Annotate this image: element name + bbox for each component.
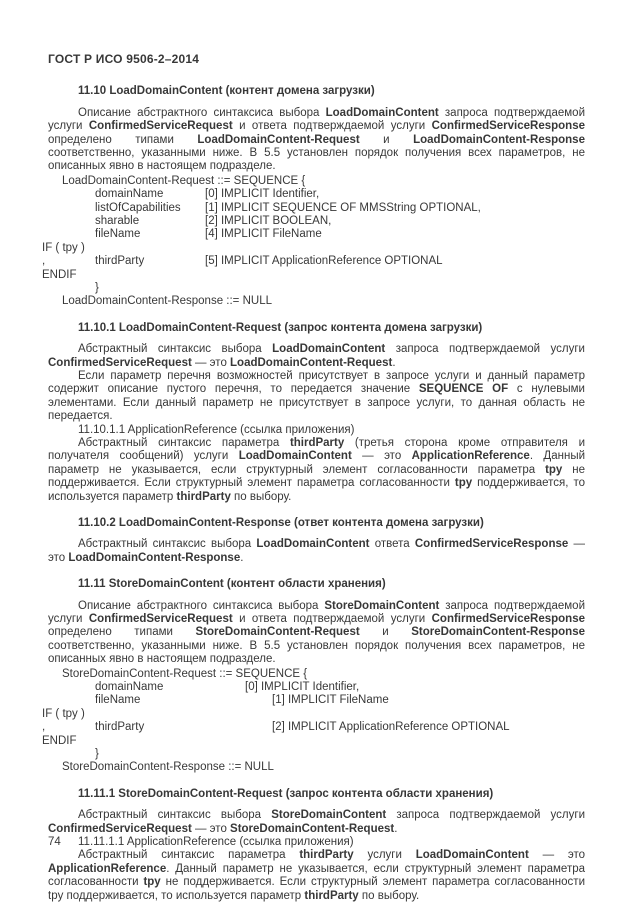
code-statement: StoreDomainContent-Response ::= NULL — [62, 761, 274, 774]
code-line — [48, 295, 585, 308]
code-line — [48, 202, 585, 215]
paragraph: Абстрактный синтаксис выбора LoadDomainContent ответа ConfirmedServiceResponse — это LoadDomainContent-Response. — [48, 538, 585, 564]
code-field-name: thirdParty — [95, 721, 145, 734]
code-conditional: IF ( tpy ) — [42, 707, 85, 720]
paragraph: Абстрактный синтаксис параметра thirdParty услуги LoadDomainContent — это ApplicationReference. Данный параметр не указывается, если структурный элемент параметра согласованности tpy не поддерживается. Если структурный элемент параметра согласованности tpy поддерживается, то используется параметр thirdParty по выбору. — [48, 849, 586, 902]
subclause-title-11-10-1-1: 11.10.1.1 ApplicationReference (ссылка приложения) — [78, 423, 355, 436]
code-field-name: fileName — [95, 694, 141, 707]
code-field-name: listOfCapabilities — [95, 201, 181, 214]
code-line — [42, 255, 585, 268]
code-line — [48, 668, 585, 681]
doc-number-header: ГОСТ Р ИСО 9506-2–2014 — [48, 52, 200, 66]
code-conditional: IF ( tpy ) — [42, 241, 85, 254]
code-line — [48, 188, 585, 201]
code-conditional: ENDIF — [42, 734, 77, 747]
paragraph: Абстрактный синтаксис выбора LoadDomainContent запроса подтверждаемой услуги ConfirmedServiceRequest — это LoadDomainContent-Request. — [48, 343, 585, 369]
code-statement: LoadDomainContent-Request ::= SEQUENCE { — [62, 174, 306, 187]
paragraph: Абстрактный синтаксис выбора StoreDomainContent запроса подтверждаемой услуги ConfirmedServiceRequest — это StoreDomainContent-Request. — [48, 809, 585, 835]
code-field-name: sharable — [95, 215, 140, 228]
asn1-definition-load — [42, 174, 585, 309]
code-comma: , — [42, 255, 46, 268]
code-line — [48, 228, 585, 241]
code-field-type: [2] IMPLICIT ApplicationReference OPTIONAL — [272, 721, 510, 734]
code-statement: LoadDomainContent-Response ::= NULL — [62, 295, 272, 308]
code-field-name: fileName — [95, 228, 141, 241]
code-line — [42, 721, 585, 734]
section-heading-11-10-1: 11.10.1 LoadDomainContent-Request (запрос контента домена загрузки) — [78, 321, 483, 334]
code-comma: , — [42, 721, 46, 734]
code-line — [42, 734, 585, 748]
code-statement: StoreDomainContent-Request ::= SEQUENCE { — [62, 667, 308, 680]
code-field-name: thirdParty — [95, 255, 145, 268]
code-field-type: [5] IMPLICIT ApplicationReference OPTIONAL — [205, 255, 443, 268]
code-line — [48, 761, 585, 774]
code-field-type: [1] IMPLICIT FileName — [272, 694, 389, 707]
section-heading-11-11-1: 11.11.1 StoreDomainContent-Request (запрос контента области хранения) — [78, 787, 494, 800]
subclause-title-11-11-1-1: 11.11.1.1 ApplicationReference (ссылка приложения) — [78, 836, 354, 849]
asn1-definition-store — [42, 667, 585, 775]
code-line — [48, 215, 585, 228]
code-field-type: [2] IMPLICIT BOOLEAN, — [205, 215, 332, 228]
section-heading-11-10: 11.10 LoadDomainContent (контент домена загрузки) — [78, 85, 375, 98]
code-line — [48, 748, 585, 761]
code-line — [42, 241, 585, 255]
code-field-type: [4] IMPLICIT FileName — [205, 228, 322, 241]
paragraph-11-10-intro: Описание абстрактного синтаксиса выбора LoadDomainContent запроса подтверждаемой услуги ConfirmedServiceRequest и ответа подтверждаемой услуги ConfirmedServiceResponse определено типами LoadDomainContent-Request и LoadDomainContent-Response соответственно, указанными ниже. В 5.5 установлен порядок получения всех параметров, не описанных явно в настоящем подразделе. — [48, 106, 585, 173]
code-field-name: domainName — [95, 188, 164, 201]
code-line — [48, 694, 585, 707]
code-field-type: [1] IMPLICIT SEQUENCE OF MMSString OPTIONAL, — [205, 201, 481, 214]
section-heading-11-11: 11.11 StoreDomainContent (контент области хранения) — [78, 578, 386, 591]
code-field-name: domainName — [95, 681, 164, 694]
section-heading-11-10-2: 11.10.2 LoadDomainContent-Response (ответ контента домена загрузки) — [78, 517, 484, 530]
code-closing-brace: } — [95, 748, 99, 761]
paragraph: Абстрактный синтаксис параметра thirdParty (третья сторона кроме отправителя и получателя сообщений) услуги LoadDomainContent — это ApplicationReference. Данный параметр не указывается, если структурный элемент согласованности параметра tpy не поддерживается. Если структурный элемент параметра согласованности tpy поддерживается, то используется параметр thirdParty по выбору. — [48, 437, 586, 503]
code-line — [48, 175, 585, 188]
paragraph-11-11-intro: Описание абстрактного синтаксиса выбора StoreDomainContent запроса подтверждаемой услуги ConfirmedServiceRequest и ответа подтверждаемой услуги ConfirmedServiceResponse определено типами StoreDomainContent-Request и StoreDomainContent-Response соответственно, указанными ниже. В 5.5 установлен порядок получения всех параметров, не описанных явно в настоящем подразделе. — [48, 599, 585, 666]
code-line — [48, 282, 585, 295]
code-closing-brace: } — [95, 281, 99, 294]
code-line — [48, 681, 585, 694]
code-line — [42, 268, 585, 282]
code-field-type: [0] IMPLICIT Identifier, — [205, 188, 320, 201]
code-field-type: [0] IMPLICIT Identifier, — [245, 681, 360, 694]
paragraph: Если параметр перечня возможностей присутствует в запросе услуги и данный параметр содержит описание пустого перечня, то передается значение SEQUENCE OF с нулевыми элементами. Если данный параметр не присутствует в запросе услуги, то данная область не передается. — [48, 369, 585, 423]
page-number: 74 — [48, 836, 61, 848]
code-line — [42, 707, 585, 721]
code-conditional: ENDIF — [42, 268, 77, 281]
